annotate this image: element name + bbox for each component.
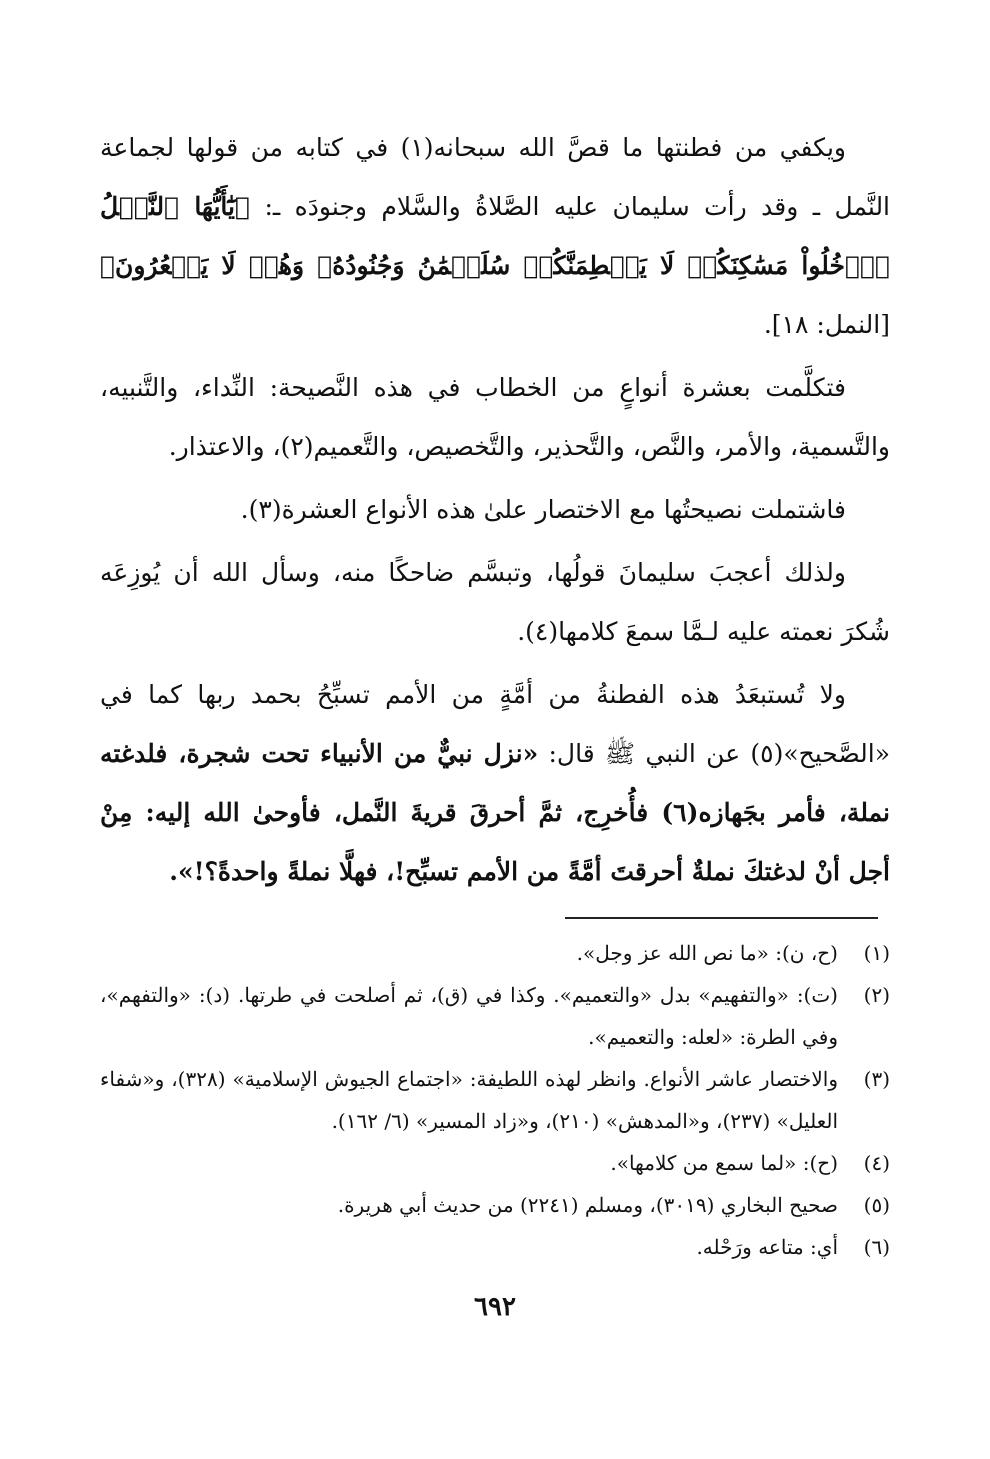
- quran-verse: ﴿يَٰٓأَيُّهَا ٱلنَّمۡلُ ٱدۡخُلُواْ مَسَٰكِنَكُمۡ لَا يَحۡطِمَنَّكُمۡ سُلَيۡمَٰنُ وَجُنُودُهُۥ وَهُمۡ لَا يَشۡعُرُونَ﴾: [100, 192, 890, 280]
- footnote-number: (٢): [863, 983, 890, 1007]
- footnote-4: [100, 1142, 890, 1184]
- page-number: ٦٩٢: [474, 1292, 516, 1322]
- hadith-quote: «نزل نبيٌّ من الأنبياء تحت شجرة، فلدغته نملة، فأمر بجَهازه(٦) فأُخرِج، ثمَّ أحرقَ قريةَ النَّمل، فأوحىٰ الله إليه: مِنْ أجل أنْ لدغتكَ نملةٌ أحرقتَ أمَّةً من الأمم تسبِّح!، فهلَّا نملةً واحدةً؟!».: [100, 739, 891, 886]
- footnote-text: (ت): «والتفهيم» بدل «والتعميم». وكذا في (ق)، ثم أصلحت في طرتها. (د): «والتفهم»، وفي الطرة: «لعله: والتعميم».: [100, 983, 838, 1049]
- paragraph-3: فاشتملت نصيحتُها مع الاختصار علىٰ هذه الأنواع العشرة(٣).: [240, 495, 846, 524]
- quran-reference: [النمل: ١٨].: [763, 310, 890, 339]
- footnote-text: والاختصار عاشر الأنواع. وانظر لهذه اللطيفة: «اجتماع الجيوش الإسلامية» (٣٢٨)، و«شفاء العليل» (٢٣٧)، و«المدهش» (٢١٠)، و«زاد المسير» (٦/ ١٦٢).: [100, 1067, 838, 1133]
- footnote-6: [100, 1226, 890, 1268]
- main-text: [100, 118, 890, 905]
- footnote-number: (٦): [863, 1235, 890, 1259]
- paragraph-2: فتكلَّمت بعشرة أنواعٍ من الخطاب في هذه النَّصيحة: النِّداء، والتَّنبيه، والتَّسمية، والأمر، والنَّص، والتَّحذير، والتَّخصيص، والتَّعميم(٢)، والاعتذار.: [100, 373, 890, 461]
- footnote-number: (١): [863, 941, 890, 965]
- footnote-text: (ح): «لما سمع من كلامها».: [610, 1151, 838, 1175]
- footnotes: [100, 932, 890, 1268]
- footnote-1: [100, 932, 890, 974]
- footnote-divider: [565, 917, 878, 919]
- footnote-number: (٥): [863, 1193, 890, 1217]
- paragraph-4: ولذلك أعجبَ سليمانَ قولُها، وتبسَّم ضاحكًا منه، وسأل الله أن يُوزِعَه شُكرَ نعمته عليه لـمَّا سمعَ كلامها(٤).: [100, 558, 890, 646]
- paragraph-1: [100, 118, 890, 354]
- footnote-text: أي: متاعه ورَحْله.: [696, 1235, 838, 1259]
- footnote-2: [100, 974, 890, 1058]
- footnote-5: [100, 1184, 890, 1226]
- paragraph-1-text: ويكفي من فطنتها ما قصَّ الله سبحانه(١) في كتابه من قولها لجماعة النَّمل ـ وقد رأت سليمان عليه الصَّلاةُ والسَّلام وجنودَه ـ:: [100, 133, 891, 221]
- footnote-number: (٣): [863, 1067, 890, 1091]
- footnote-text: (ح، ن): «ما نص الله عز وجل».: [576, 941, 838, 965]
- footnote-number: (٤): [863, 1151, 890, 1175]
- footnote-text: صحيح البخاري (٣٠١٩)، ومسلم (٢٢٤١) من حديث أبي هريرة.: [337, 1193, 838, 1217]
- paragraph-5-text: ولا تُستبعَدُ هذه الفطنةُ من أمَّةٍ من الأمم تسبِّحُ بحمد ربها كما في «الصَّحيح»(٥) عن النبي ﷺ قال:: [100, 680, 890, 768]
- paragraph-5: [100, 665, 890, 901]
- footnote-3: [100, 1058, 890, 1142]
